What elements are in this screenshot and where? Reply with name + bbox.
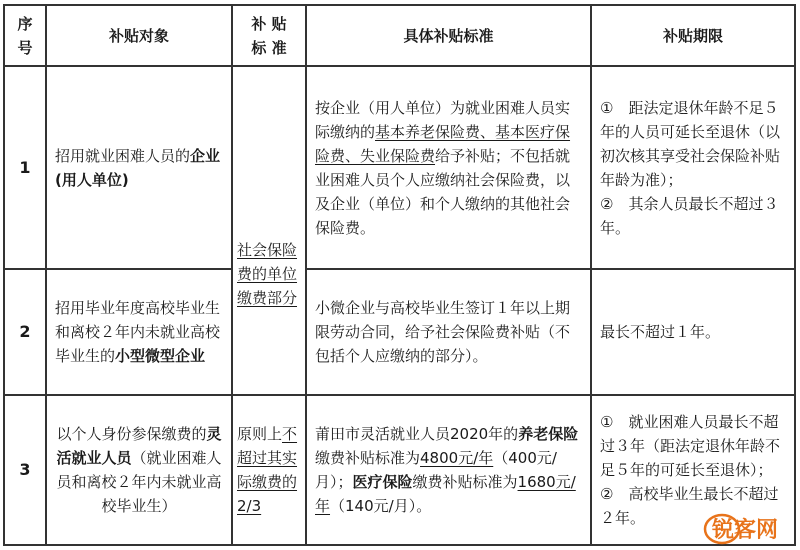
row-1-detail-text	[315, 96, 582, 240]
row-2-period-text: 最长不超过１年。	[600, 323, 721, 341]
row-2-target-prefix: 招用毕业年度高校毕业生和离校２年内未就业高校毕业生的	[55, 299, 221, 365]
row-3-detail-part-g: 缴费补贴标准为	[412, 473, 518, 491]
row-3-period-item-1: ① 就业困难人员最长不超过３年（距法定退休年龄不足５年的可延长至退休）；	[600, 413, 781, 479]
row-3-detail-pension-amount: 4800元/年	[420, 449, 494, 467]
subsidy-table	[3, 4, 796, 546]
row-1-detail	[307, 67, 590, 268]
row-3-detail-part-i: （140元/月）。	[330, 497, 432, 515]
row-3-standard-part-b: 不超过其实际缴费的2/3	[237, 425, 298, 515]
header-standard-label: 补 贴 标 准	[251, 14, 287, 57]
header-period	[592, 6, 794, 65]
row-2-detail-text: 小微企业与高校毕业生签订１年以上期限劳动合同，给予社会保险费补贴（不包括个人应缴纳的部分）。	[315, 299, 571, 365]
row-3-detail-part-e: （400元/月）；	[315, 449, 557, 491]
header-standard	[233, 6, 305, 65]
row-3-seq	[5, 396, 45, 544]
header-target-label: 补贴对象	[108, 26, 169, 45]
row-2-target-text	[55, 296, 223, 368]
row-1-target-text	[55, 144, 223, 192]
row-1-detail-part-b: 基本养老保险费、基本医疗保险费、失业保险费	[315, 122, 571, 165]
header-detail	[307, 6, 590, 65]
row-1-seq	[5, 67, 45, 268]
row-1-target	[47, 67, 231, 268]
row-1-target-highlight: 企业(用人单位)	[55, 146, 221, 189]
row-3-target-prefix: 以个人身份参保缴费的	[56, 425, 207, 443]
row-3-target-highlight: 灵活就业人员	[56, 425, 222, 467]
row-3-target-suffix: （就业困难人员和离校２年内未就业高校毕业生）	[56, 449, 222, 515]
row-1-detail-part-a: 按企业（用人单位）为就业困难人员实际缴纳的	[315, 98, 571, 141]
row-1-period-item-1: ① 距法定退休年龄不足５年的人员可延长至退休（以初次核其享受社会保险补贴年龄为准）；	[600, 98, 781, 189]
row-3-detail-text	[315, 422, 582, 518]
row-3-standard-text	[237, 422, 299, 518]
row-2-target-highlight: 小型微型企业	[115, 347, 206, 365]
row-3-detail-medical-amount: 1680元/年	[315, 473, 576, 515]
row-2-period	[592, 270, 794, 394]
row-3-detail-part-a: 莆田市灵活就业人员2020年的	[315, 425, 519, 443]
header-period-label: 补贴期限	[662, 26, 723, 45]
watermark-text: 锐客网	[712, 518, 779, 543]
row-seq-label: 3	[19, 460, 31, 479]
row-2-detail	[307, 270, 590, 394]
header-detail-label: 具体补贴标准	[403, 26, 494, 45]
row-3-target-text	[55, 422, 223, 518]
row-3-detail-medical: 医疗保险	[352, 473, 413, 491]
row-1-target-prefix: 招用就业困难人员的	[55, 146, 191, 165]
row-3-detail-part-c: 缴费补贴标准为	[315, 449, 421, 467]
row-seq-label: 2	[19, 322, 31, 341]
header-seq	[5, 6, 45, 65]
row-2-seq	[5, 270, 45, 394]
row-1-period-text	[600, 96, 786, 240]
row-3-standard	[233, 396, 305, 544]
row-1-period	[592, 67, 794, 268]
row-3-detail-pension: 养老保险	[518, 425, 579, 443]
row-3-standard-part-a: 原则上	[237, 425, 283, 443]
header-target	[47, 6, 231, 65]
watermark-logo	[702, 512, 794, 546]
row-3-target	[47, 396, 231, 544]
row-3-period-item-2: ② 高校毕业生最长不超过２年。	[600, 485, 779, 527]
merged-standard-text: 社会保险费的单位缴费部分	[237, 240, 298, 307]
header-seq-label: 序号	[17, 14, 33, 57]
merged-standard-cell	[233, 67, 305, 394]
row-seq-label: 1	[19, 157, 31, 177]
row-1-detail-part-c: 给予补贴；不包括就业困难人员个人应缴纳社会保险费，以及企业（单位）和个人缴纳的其他社会保险费。	[315, 146, 571, 237]
row-1-period-item-2: ② 其余人员最长不超过３年。	[600, 194, 779, 237]
row-3-detail	[307, 396, 590, 544]
row-2-target	[47, 270, 231, 394]
